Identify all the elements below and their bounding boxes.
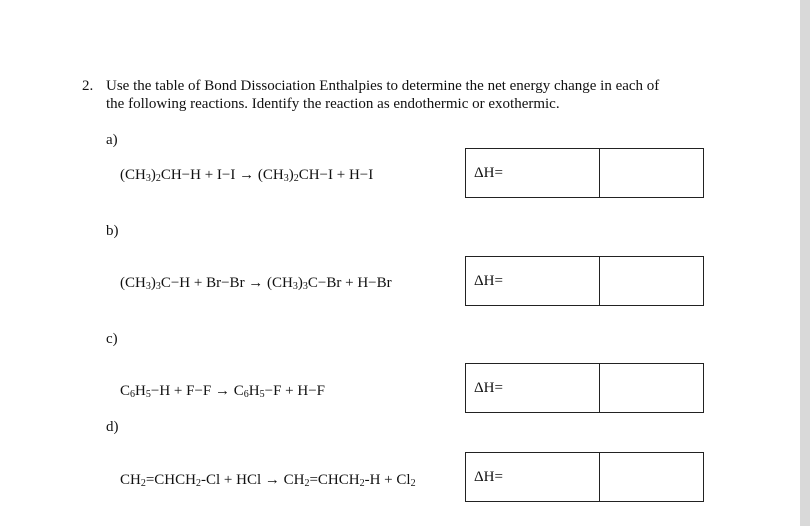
question-number: 2. — [82, 78, 94, 94]
part-d-label: d) — [106, 419, 119, 435]
part-b-answer-table — [465, 256, 704, 306]
part-a-equation: $(CH_3)_2CH-H + I-I \to (CH_3)_2CH-I + H-I$ — [120, 167, 374, 184]
part-b-equation: $(CH_3)_3C-H + Br-Br \to (CH_3)_3C-Br + H-Br$ — [120, 275, 392, 292]
part-b-label: b) — [106, 223, 119, 239]
part-a-label: a) — [106, 132, 118, 148]
part-b-delta-h-label: ΔH= — [466, 257, 600, 305]
question-text-line-1: Use the table of Bond Dissociation Enthalpies to determine the net energy change in each of — [106, 78, 660, 94]
part-d-delta-h-input[interactable] — [600, 453, 703, 501]
part-d-delta-h-label: ΔH= — [466, 453, 600, 501]
part-c-delta-h-label: ΔH= — [466, 364, 600, 412]
part-a-delta-h-label: ΔH= — [466, 149, 600, 197]
part-d-equation: $CH_2=CHCH_2-Cl$ + HCl → $CH_2=CHCH_2-H + Cl_2$ — [120, 472, 416, 489]
question-text-line-2: the following reactions. Identify the reaction as endothermic or exothermic. — [106, 96, 560, 112]
part-c-label: c) — [106, 331, 118, 347]
part-b-delta-h-input[interactable] — [600, 257, 703, 305]
page-edge-shadow — [800, 0, 810, 526]
part-c-equation: $C_6H_5-H + F-F \to C_6H_5-F + H-F$ — [120, 383, 326, 400]
part-a-answer-table — [465, 148, 704, 198]
part-a-delta-h-input[interactable] — [600, 149, 703, 197]
part-c-answer-table — [465, 363, 704, 413]
part-d-answer-table — [465, 452, 704, 502]
part-c-delta-h-input[interactable] — [600, 364, 703, 412]
